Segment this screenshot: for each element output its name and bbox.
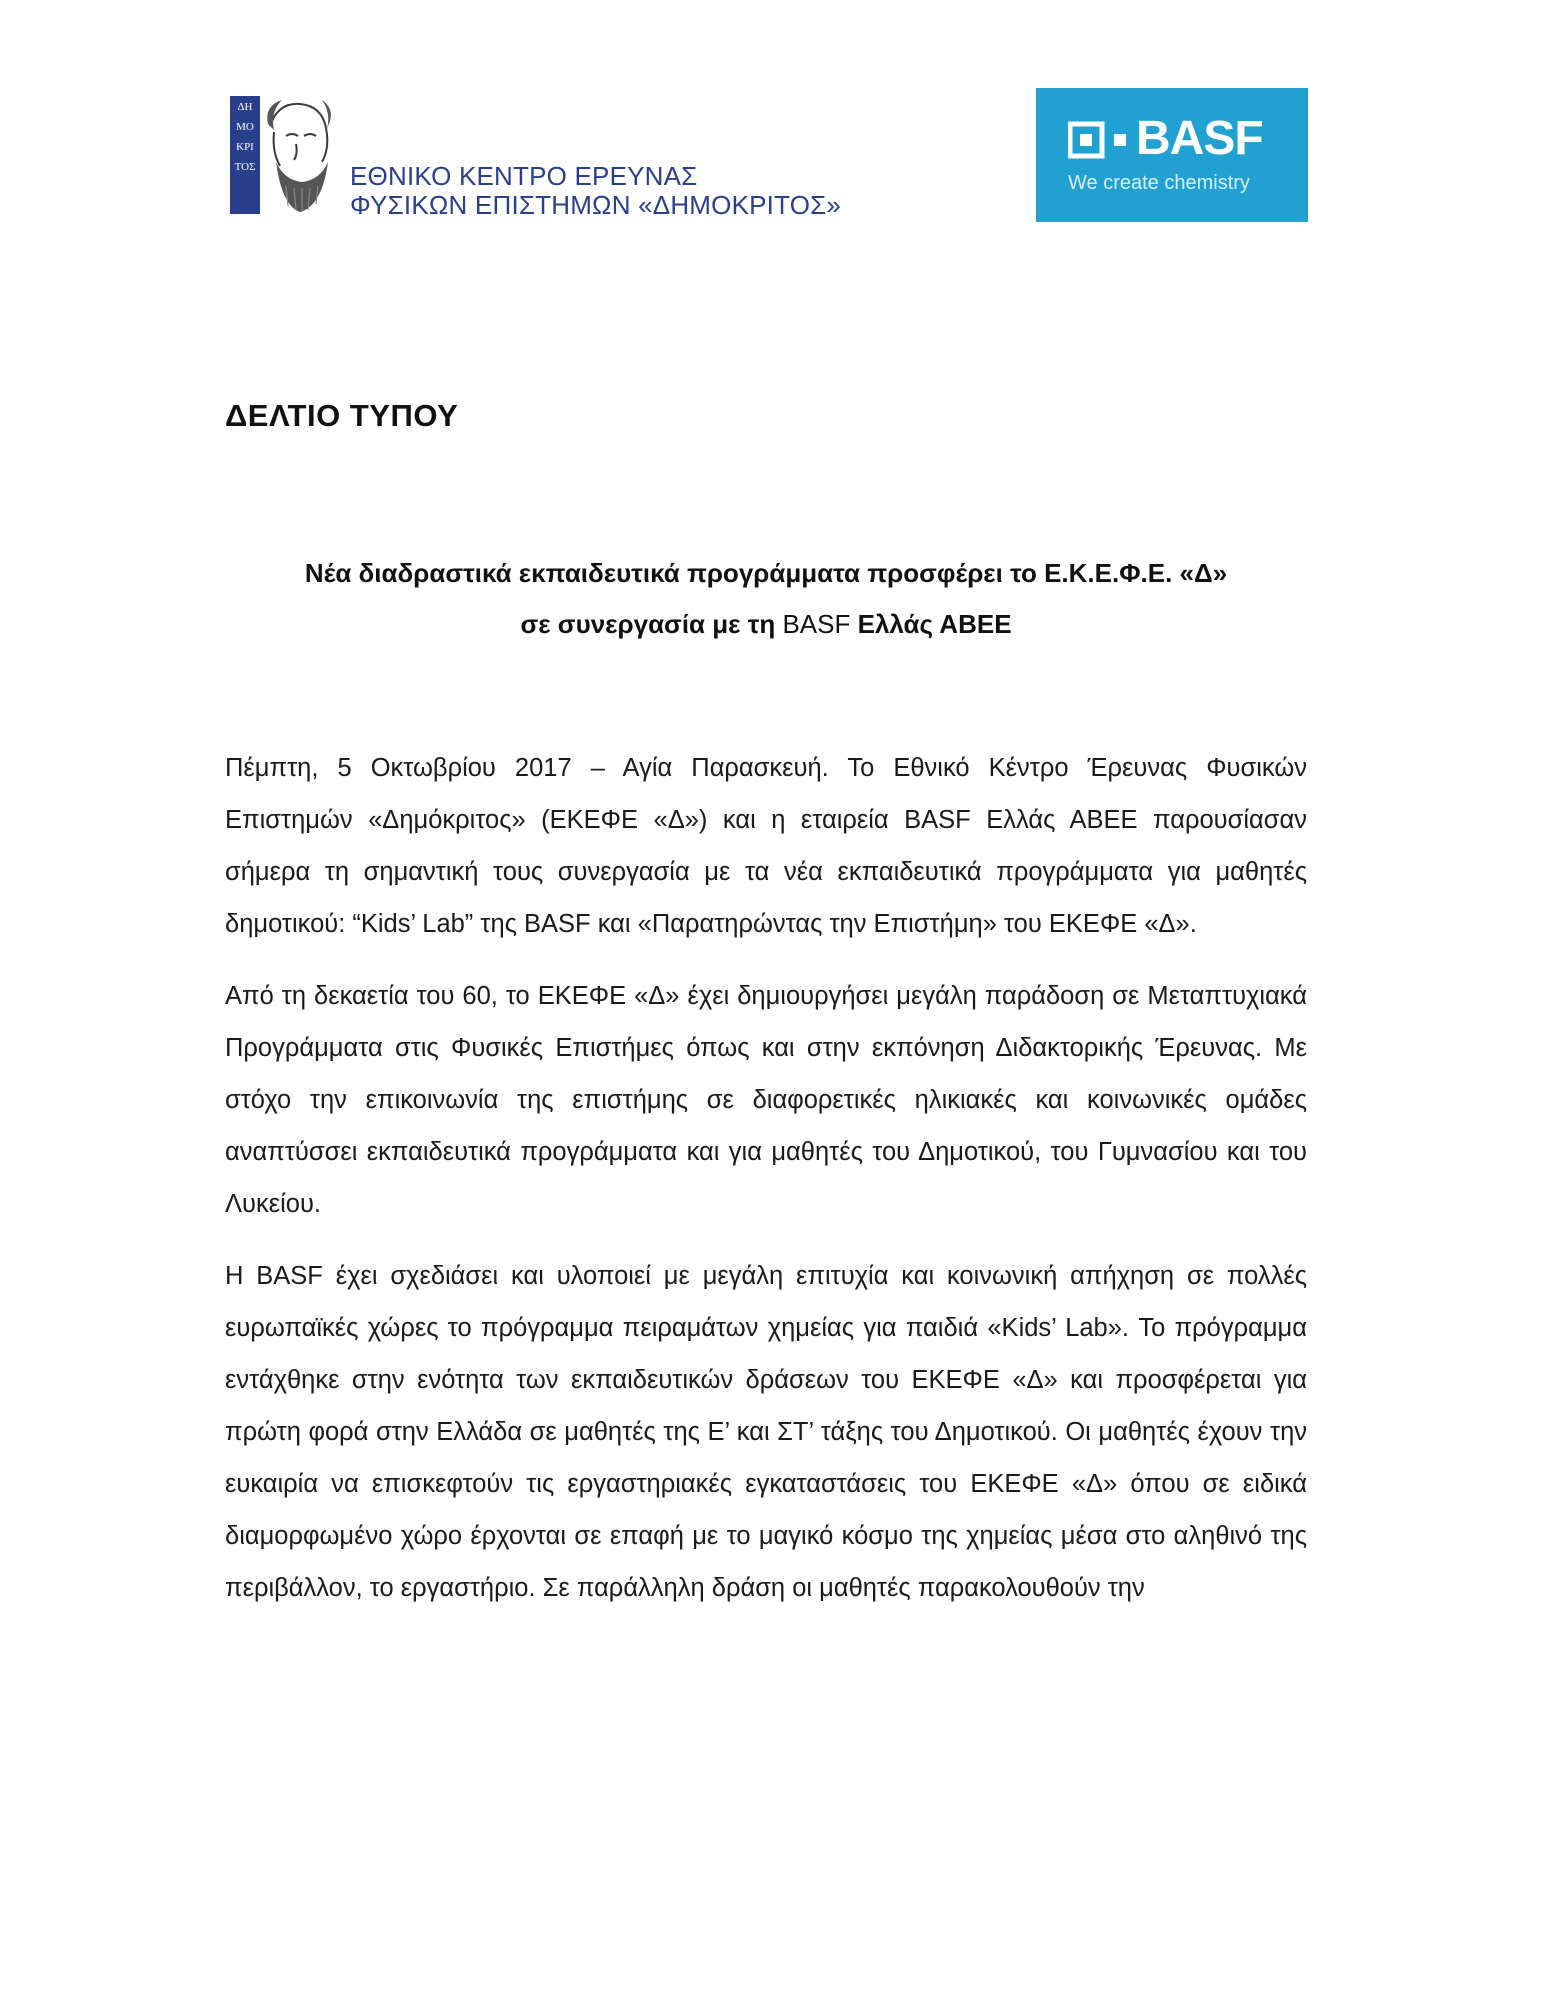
demokritos-name [350, 162, 841, 220]
headline-line2 [225, 599, 1307, 650]
demokritos-logo [230, 96, 842, 220]
headline [225, 548, 1307, 650]
svg-text:ΔΗ: ΔΗ [237, 101, 253, 113]
body-text [225, 742, 1307, 1634]
paragraph-1: Πέμπτη, 5 Οκτωβρίου 2017 – Αγία Παρασκευή. Το Εθνικό Κέντρο Έρευνας Φυσικών Επιστημών «Δημόκριτος» (ΕΚΕΦΕ «Δ») και η εταιρεία BASF Ελλάς ΑΒΕΕ παρουσίασαν σήμερα τη σημαντική τους συνεργασία με τα νέα εκπαιδευτικά προγράμματα για μαθητές δημοτικού: “Kids’ Lab” της BASF και «Παρατηρώντας την Επιστήμη» του ΕΚΕΦΕ «Δ». [225, 754, 1307, 938]
headline-line2-suffix: Ελλάς ΑΒΕΕ [850, 609, 1012, 639]
basf-wordmark: BASF [1136, 112, 1263, 165]
basf-tagline: We create chemistry [1068, 172, 1250, 194]
demokritos-name-line2: ΦΥΣΙΚΩΝ ΕΠΙΣΤΗΜΩΝ «ΔΗΜΟΚΡΙΤΟΣ» [350, 190, 842, 220]
headline-line1: Νέα διαδραστικά εκπαιδευτικά προγράμματα προσφέρει το Ε.Κ.Ε.Φ.Ε. «Δ» [304, 558, 1228, 588]
headline-line2-prefix: σε συνεργασία με τη [520, 609, 783, 639]
svg-text:ΚΡΙ: ΚΡΙ [236, 141, 254, 153]
svg-text:ΤΟΣ: ΤΟΣ [234, 161, 256, 173]
document-type-label: ΔΕΛΤΙΟ ΤΥΠΟΥ [225, 398, 459, 433]
paragraph-3: Η BASF έχει σχεδιάσει και υλοποιεί με μεγάλη επιτυχία και κοινωνική απήχηση σε πολλές ευρωπαϊκές χώρες το πρόγραμμα πειραμάτων χημείας για παιδιά «Kids’ Lab». Το πρόγραμμα εντάχθηκε στην ενότητα των εκπαιδευτικών δράσεων του ΕΚΕΦΕ «Δ» και προσφέρεται για πρώτη φορά στην Ελλάδα σε μαθητές της Ε’ και ΣΤ’ τάξης του Δημοτικού. Οι μαθητές έχουν την ευκαιρία να επισκεφτούν τις εργαστηριακές εγκαταστάσεις του ΕΚΕΦΕ «Δ» όπου σε ειδικά διαμορφωμένο χώρο έρχονται σε επαφή με το μαγικό κόσμο της χημείας μέσα στο αληθινό της περιβάλλον, το εργαστήριο. Σε παράλληλη δράση οι μαθητές παρακολουθούν την [225, 1262, 1307, 1602]
demokritos-name-line1: ΕΘΝΙΚΟ ΚΕΝΤΡΟ ΕΡΕΥΝΑΣ [350, 161, 698, 191]
basf-logo [1036, 88, 1308, 222]
paragraph-2: Από τη δεκαετία του 60, το ΕΚΕΦΕ «Δ» έχει δημιουργήσει μεγάλη παράδοση σε Μεταπτυχιακά Προγράμματα στις Φυσικές Επιστήμες όπως και στην εκπόνηση Διδακτορικής Έρευνας. Με στόχο την επικοινωνία της επιστήμης σε διαφορετικές ηλικιακές και κοινωνικές ομάδες αναπτύσσει εκπαιδευτικά προγράμματα και για μαθητές του Δημοτικού, του Γυμνασίου και του Λυκείου. [225, 982, 1307, 1218]
headline-line2-brand: BASF [782, 609, 851, 639]
demokritos-emblem-icon [230, 96, 342, 214]
svg-text:ΜΟ: ΜΟ [236, 121, 254, 133]
